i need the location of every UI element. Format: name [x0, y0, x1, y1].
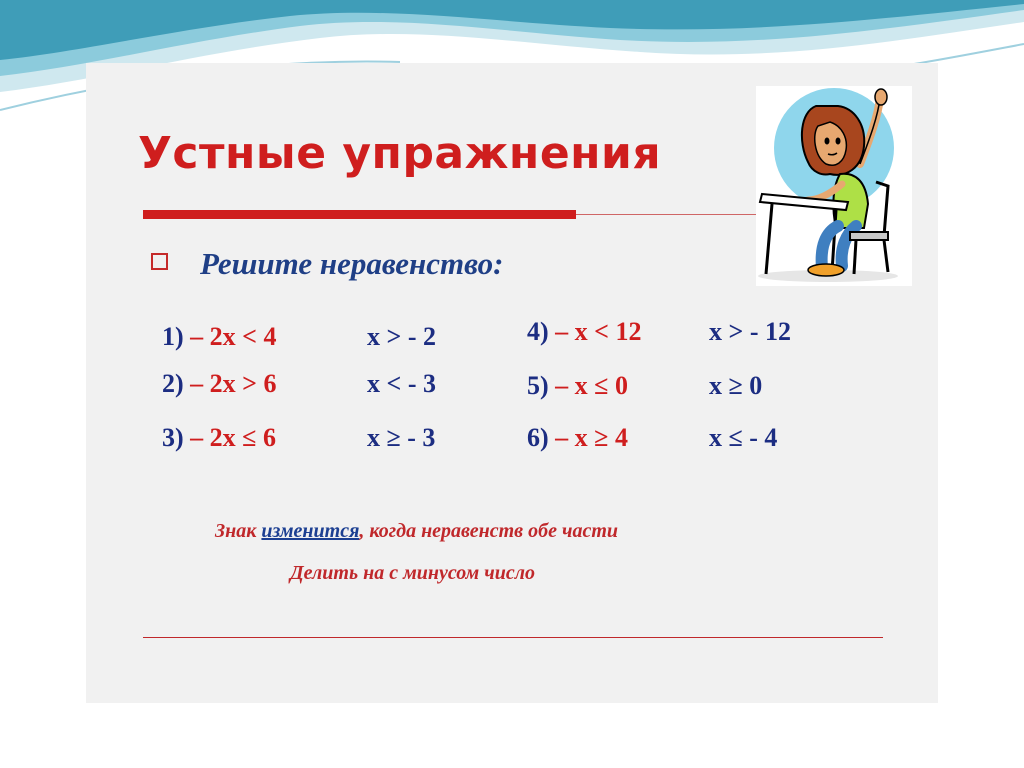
inequality-answer: x ≤ - 4	[709, 423, 778, 452]
rule-underlined-word: изменится	[261, 520, 360, 542]
inequality-answer: x > - 12	[709, 317, 791, 346]
inequality-number: 4)	[527, 317, 549, 346]
inequality-2	[162, 371, 277, 397]
inequality-number: 5)	[527, 371, 549, 400]
inequality-answer: x > - 2	[367, 322, 436, 351]
slide-title: Устные упражнения	[138, 128, 662, 179]
inequality-answer: x ≥ 0	[709, 371, 763, 400]
inequality-expression: – 2x ≤ 6	[190, 423, 276, 452]
rule-line-1	[215, 520, 618, 543]
inequality-answer: x < - 3	[367, 369, 436, 398]
inequality-number: 6)	[527, 423, 549, 452]
title-underline-bar	[143, 210, 576, 219]
inequality-expression: – 2x > 6	[190, 369, 277, 398]
inequality-3	[162, 425, 276, 451]
student-at-desk-illustration	[756, 86, 912, 286]
bottom-divider	[143, 637, 883, 638]
rule-text-end: , когда неравенств обе части	[359, 520, 619, 542]
inequality-answer: x ≥ - 3	[367, 423, 436, 452]
inequality-expression: – 2x < 4	[190, 322, 277, 351]
inequality-6	[527, 425, 628, 451]
inequality-4	[527, 319, 642, 345]
inequality-number: 1)	[162, 322, 184, 351]
title-underline-thin	[576, 214, 756, 215]
inequality-number: 2)	[162, 369, 184, 398]
inequality-5	[527, 373, 628, 399]
inequality-expression: – x < 12	[555, 317, 642, 346]
inequality-number: 3)	[162, 423, 184, 452]
rule-text-start: Знак	[215, 520, 262, 542]
square-bullet-icon	[151, 253, 168, 270]
rule-line-2: Делить на с минусом число	[290, 562, 535, 584]
inequality-1	[162, 324, 277, 350]
inequality-expression: – x ≥ 4	[555, 423, 628, 452]
inequality-expression: – x ≤ 0	[555, 371, 628, 400]
instruction-text: Решите неравенство:	[200, 246, 504, 281]
